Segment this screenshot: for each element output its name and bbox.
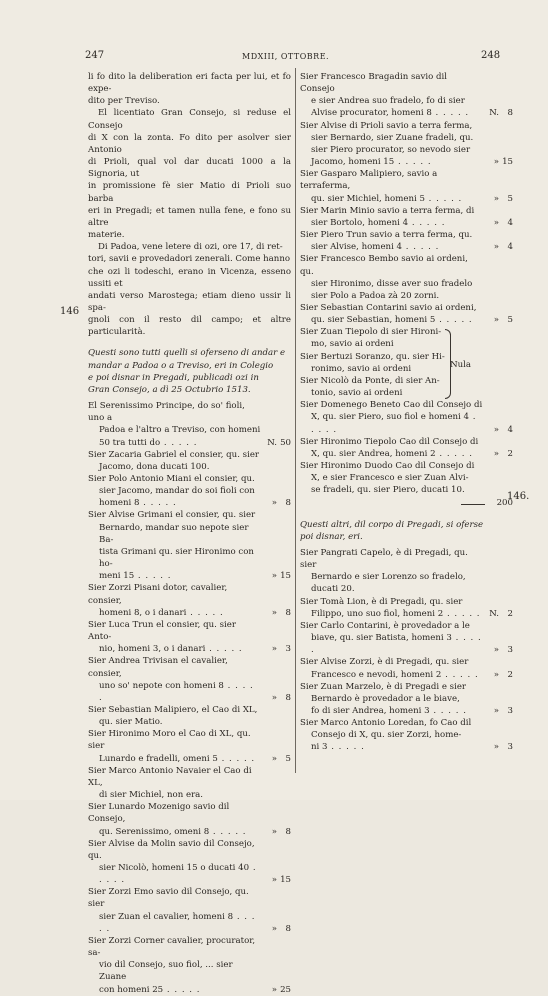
section-title-pregadi [300, 519, 513, 543]
entry-text: Sier Alvise Grimani el consier, qu. sier [88, 510, 256, 521]
list-item [88, 473, 291, 509]
section-title-line: mandar a Padoa o a Treviso, eri in Colegio [88, 360, 274, 371]
nula-group [300, 326, 513, 399]
men-count: 2 [507, 669, 513, 680]
entry-text: di sier Michiel, non era. [99, 790, 204, 801]
entry-text: meni 15 . . . . . [99, 571, 172, 582]
ditto-mark: » [271, 753, 277, 764]
text-line: dito per Treviso. [88, 96, 160, 107]
list-item [300, 681, 513, 717]
leader-dots: . . . . . [134, 571, 172, 582]
list-item [300, 302, 513, 326]
leader-dots: . . . . . [327, 742, 365, 753]
paragraph-padoa [88, 241, 291, 338]
entry-text: Sier Alvise Zorzi, è di Pregadi, qu. sier [300, 657, 469, 668]
leader-dots: . . . . . [443, 608, 481, 619]
entry-text: Jacomo, dona ducati 100. [99, 461, 210, 472]
men-count: 50 [280, 437, 291, 448]
entry-text: Sier Marco Antonio Navaier el Cao di XL, [88, 765, 252, 788]
entry-text: con homeni 25 . . . . . [99, 984, 201, 995]
entry-text: Sier Pangrati Capelo, è di Pregadi, qu. sier [300, 547, 468, 571]
intro-paragraph [88, 71, 291, 107]
entry-text: homeni 8 . . . . . [99, 498, 177, 509]
men-count: 5 [507, 193, 513, 204]
section-title-line: poi disnar, eri. [300, 531, 363, 542]
entry-text: Sier Alvise di Prioli savio a terra ferma, [300, 120, 473, 131]
entry-text: sier Nicolò, homeni 15 o ducati 40 . . . . . [99, 863, 257, 886]
entry-text: Sier Domenego Beneto Cao dil Consejo di [300, 400, 483, 411]
men-count: 4 [507, 242, 513, 253]
ditto-mark: » [493, 242, 499, 253]
entry-text: sier Alvise, homeni 4 . . . . . [311, 242, 440, 253]
list-item [88, 728, 291, 764]
entry-text: 50 tra tutti do . . . . . [99, 437, 198, 448]
ditto-mark: » [271, 571, 277, 582]
entry-text: Sier Andrea Trivisan el cavalier, consier, [88, 656, 228, 679]
entry-text: Sier Hironimo Tiepolo Cao dil Consejo di [300, 436, 479, 447]
total-row [300, 497, 513, 509]
text-line: El licentiato Gran Consejo, si reduse el Consejo [88, 108, 291, 131]
entry-text: X, qu. sier Andrea, homeni 2 . . . . . [311, 448, 473, 459]
text-line: di X con la zonta. Fo dito per asolver sier Antonio [88, 132, 291, 155]
entry-text: Sier Sebastian Contarini savio ai ordeni, [300, 302, 477, 313]
text-line: gnoli con il resto dil campo; et altre particularità. [88, 315, 291, 338]
entry-text: X, qu. sier Piero, suo fiol e homeni 4 . . . . . [311, 412, 477, 435]
entry-text: sier Jacomo, mandar do soi fioli con [99, 486, 255, 497]
running-header: MDXIII, OTTOBRE. [242, 52, 330, 61]
page-number-right: 248 [481, 50, 501, 61]
entry-text: e sier Andrea suo fradelo, fo di sier [311, 96, 465, 107]
entry-text: Sier Nicolò da Ponte, di sier An- [300, 375, 440, 386]
entry-text: ducati 20. [311, 584, 355, 595]
ditto-mark: » [271, 644, 277, 655]
men-count: 15 [280, 875, 291, 886]
leader-dots: . . . . . [139, 498, 177, 509]
list-item [300, 656, 513, 680]
entry-text: Sier Hironimo Duodo Cao dil Consejo di [300, 461, 475, 471]
entry-text: Sier Marin Minio savio a terra ferma, di [300, 205, 475, 216]
section-title-line: e poi disnar in Pregadi, publicadi ozi in [88, 372, 259, 383]
entry-text: uno so' nepote con homeni 8 . . . . . [99, 680, 254, 703]
entry-text: Sier Zorzi Corner cavalier, procurator, sa- [88, 935, 256, 959]
text-line: in promissione fè sier Matio di Prioli suo barba [88, 181, 291, 204]
entry-text: qu. sier Michiel, homeni 5 . . . . . [311, 193, 463, 204]
list-item [300, 326, 513, 350]
entry-text: Sier Alvise da Molin savio dil Consejo, qu. [88, 838, 255, 861]
entry-text: fo di sier Andrea, homeni 3 . . . . . [311, 705, 467, 716]
left-column [88, 71, 291, 996]
ditto-mark: » [271, 498, 277, 509]
list-item [300, 547, 513, 596]
entry-text: vio dil Consejo, suo fiol, ... sier Zuane [99, 960, 233, 983]
men-count: 5 [285, 753, 291, 764]
ditto-mark: » [493, 742, 499, 753]
men-count: 8 [507, 108, 513, 119]
men-count: 3 [507, 705, 513, 716]
men-count: 15 [280, 571, 291, 582]
ditto-mark: » [493, 645, 499, 656]
entry-text: Lunardo e fradelli, omeni 5 . . . . . [99, 753, 256, 764]
list-item [88, 838, 291, 887]
ditto-mark: » [493, 217, 499, 228]
list-item [300, 205, 513, 229]
entry-text: qu. Serenissimo, omeni 8 . . . . . [99, 826, 247, 837]
leader-dots: . . . . . [435, 448, 473, 459]
text-line: di Prioli, qual vol dar ducati 1000 a la Signoria, ut [88, 157, 291, 180]
men-count: 3 [507, 742, 513, 753]
men-count: 8 [285, 607, 291, 618]
leader-dots: . . . . . [99, 911, 256, 934]
entry-text: sier Piero procurator, so nevodo sier [311, 144, 471, 155]
offer-list-continued [300, 71, 513, 326]
men-count: 25 [280, 984, 291, 995]
entry-text: Sier Zacaria Gabriel el consier, qu. sier [88, 449, 260, 460]
text-line: materie. [88, 230, 125, 241]
leader-dots: . . . . . [209, 826, 247, 837]
entry-text: sier Polo a Padoa zà 20 zorni. [311, 290, 440, 301]
offer-list [88, 400, 291, 996]
ditto-mark: » [271, 984, 277, 995]
page-number-left: 247 [85, 50, 105, 61]
entry-text: se fradeli, qu. sier Piero, ducati 10. [311, 485, 465, 496]
list-item [300, 120, 513, 169]
leader-dots: . . . . . [311, 633, 482, 656]
entry-text: Alvise procurator, homeni 8 . . . . . [311, 108, 470, 119]
men-count: 3 [507, 645, 513, 656]
entry-text: Sier Luca Trun el consier, qu. sier Anto- [88, 619, 236, 643]
entry-text: ni 3 . . . . . [311, 742, 365, 753]
men-count: 4 [507, 217, 513, 228]
entry-text: Padoa e l'altro a Treviso, con homeni [99, 425, 261, 436]
section-title-line: Gran Consejo, a dì 25 Octubrio 1513. [88, 384, 251, 395]
ditto-mark: » [493, 448, 499, 459]
entry-text: tista Grimani qu. sier Hironimo con ho- [99, 546, 254, 570]
men-count: 2 [507, 608, 513, 619]
entry-text: Sier Bertuzi Soranzo, qu. sier Hi- [300, 351, 445, 362]
entry-text: mo, savio ai ordeni [311, 339, 394, 350]
list-item [88, 886, 291, 935]
paragraph-consejo [88, 107, 291, 241]
ditto-mark: » [271, 875, 277, 886]
men-count: 5 [507, 315, 513, 326]
column-divider [295, 68, 296, 773]
text-line: andati verso Marostega; etiam dieno ussir li spa- [88, 290, 291, 313]
entry-text: Filippo, uno suo fiol, homeni 2 . . . . . [311, 608, 481, 619]
list-item [88, 655, 291, 704]
list-item [300, 460, 513, 496]
list-item [88, 704, 291, 728]
leader-dots: . . . . . [217, 753, 256, 764]
leader-dots: . . . . . [160, 437, 198, 448]
ditto-mark: » [493, 705, 499, 716]
ditto-mark: N. [267, 437, 277, 448]
list-item [300, 436, 513, 460]
margin-number-right: 146. [507, 491, 530, 502]
men-count: 8 [285, 826, 291, 837]
men-count: 3 [285, 644, 291, 655]
list-item [88, 765, 291, 801]
entry-text: Bernardo è provedador a le biave, [311, 693, 460, 704]
leader-dots: . . . . . [402, 242, 440, 253]
entry-text: Bernardo, mandar suo nepote sier Ba- [99, 522, 249, 545]
text-line: Di Padoa, vene letere di ozi, ore 17, di ret- [98, 242, 283, 253]
entry-text: Sier Piero Trun savio a terra ferma, qu. [300, 230, 473, 241]
entry-text: Sier Lunardo Mozenigo savio dil Consejo, [88, 802, 230, 825]
entry-text: homeni 8, o i danari . . . . . [99, 607, 224, 618]
list-item [300, 717, 513, 753]
leader-dots: . . . . . [435, 315, 473, 326]
list-item [300, 71, 513, 120]
text-line: li fo dito la deliberation eri facta per lui, et fo expe- [88, 72, 291, 95]
men-count: 8 [285, 498, 291, 509]
list-item [300, 596, 513, 620]
entry-text: Sier Gasparo Malipiero, savio a terraferma, [300, 169, 438, 192]
leader-dots: . . . . . [408, 217, 446, 228]
entry-text: biave, qu. sier Batista, homeni 3 . . . . . [311, 633, 482, 656]
leader-dots: . . . . . [431, 108, 470, 119]
entry-text: Sier Marco Antonio Loredan, fo Cao dil [300, 718, 472, 729]
ditto-mark: » [493, 315, 499, 326]
leader-dots: . . . . . [99, 863, 257, 886]
text-line: tori, savii e provedadori zenerali. Come hanno [88, 254, 291, 265]
entry-text: Sier Zuan Marzelo, è di Pregadi e sier [300, 681, 467, 692]
section-title-line: Questi altri, dil corpo di Pregadi, si oferse [300, 519, 484, 530]
nula-label: Nula [450, 360, 471, 371]
entry-text: El Serenissimo Principe, do so' fioli, uno a [88, 401, 245, 424]
entry-text: Sier Carlo Contarini, è provedador a le [300, 620, 470, 631]
entry-text: Sier Francesco Bragadin savio dil Consejo [300, 72, 448, 95]
list-item [300, 351, 513, 375]
men-count: 8 [285, 923, 291, 934]
margin-number-left: 146 [60, 306, 80, 317]
list-item [300, 620, 513, 656]
men-count: 2 [507, 448, 513, 459]
leader-dots: . . . . . [441, 669, 479, 680]
entry-text: sier Bortolo, homeni 4 . . . . . [311, 217, 446, 228]
entry-text: ronimo, savio ai ordeni [311, 363, 412, 374]
text-line: eri in Pregadi; et tamen nulla fene, e fono su altre [88, 205, 291, 228]
leader-dots: . . . . . [99, 680, 254, 703]
entry-text: Sier Zuan Tiepolo di sier Hironi- [300, 327, 442, 338]
list-item [300, 399, 513, 435]
entry-text: tonio, savio ai ordeni [311, 388, 403, 399]
list-item [300, 168, 513, 204]
list-item [88, 801, 291, 837]
list-item [88, 935, 291, 996]
text-line: che ozi li todeschi, erano in Vicenza, esseno ussiti et [88, 266, 291, 289]
leader-dots: . . . . . [424, 193, 463, 204]
total-rule [461, 504, 485, 509]
ditto-mark: » [271, 923, 277, 934]
entry-text: sier Hironimo, disse aver suo fradelo [311, 278, 473, 289]
list-item [88, 449, 291, 473]
list-item [88, 509, 291, 582]
entry-text: Sier Polo Antonio Miani el consier, qu. [88, 474, 255, 484]
list-item [300, 375, 513, 399]
leader-dots: . . . . . [429, 705, 467, 716]
ditto-mark: » [493, 424, 499, 435]
ditto-mark: » [493, 157, 499, 168]
leader-dots: . . . . . [186, 607, 224, 618]
ditto-mark: N. [489, 608, 499, 619]
offer-list-consejo-x [300, 399, 513, 496]
offer-list-pregadi [300, 547, 513, 754]
entry-text: Jacomo, homeni 15 . . . . . [311, 157, 432, 168]
ditto-mark: » [271, 692, 277, 703]
entry-text: Sier Sebastian Malipiero, el Cao di XL, [88, 704, 258, 715]
section-title-line: Questi sono tutti quelli si oferseno di andar e [88, 348, 286, 359]
list-item [300, 229, 513, 253]
entry-text: Sier Tomà Lion, è di Pregadi, qu. sier [300, 596, 463, 607]
leader-dots: . . . . . [394, 157, 432, 168]
entry-text: nio, homeni 3, o i danari . . . . . [99, 644, 243, 655]
entry-text: qu. sier Sebastian, homeni 5 . . . . . [311, 315, 473, 326]
men-count: 4 [507, 424, 513, 435]
entry-text: Sier Hironimo Moro el Cao di XL, qu. sier [88, 729, 251, 752]
list-item [88, 400, 291, 449]
ditto-mark: » [493, 669, 499, 680]
list-item [300, 253, 513, 302]
list-item [88, 619, 291, 655]
leader-dots: . . . . . [163, 984, 201, 995]
section-title [88, 347, 291, 396]
entry-text: Sier Zorzi Pisani dotor, cavalier, consier, [88, 583, 228, 606]
entry-text: Bernardo e sier Lorenzo so fradelo, [311, 572, 466, 583]
ditto-mark: » [271, 826, 277, 837]
list-item [88, 582, 291, 618]
entry-text: Francesco e nevodi, homeni 2 . . . . . [311, 669, 479, 680]
entry-text: sier Bernardo, sier Zuane fradeli, qu. [311, 132, 474, 143]
entry-text: qu. sier Matio. [99, 717, 163, 728]
total-value: 200 [496, 498, 513, 509]
ditto-mark: N. [489, 108, 499, 119]
right-column [300, 71, 513, 754]
entry-text: Sier Zorzi Emo savio dil Consejo, qu. sier [88, 887, 249, 910]
leader-dots: . . . . . [205, 644, 243, 655]
entry-text: X, e sier Francesco e sier Zuan Alvi- [311, 473, 469, 484]
leader-dots: . . . . . [311, 412, 477, 435]
men-count: 15 [502, 157, 513, 168]
entry-text: sier Zuan el cavalier, homeni 8 . . . . . [99, 911, 256, 934]
entry-text: Consejo di X, qu. sier Zorzi, home- [311, 730, 462, 741]
men-count: 8 [285, 692, 291, 703]
ditto-mark: » [271, 607, 277, 618]
entry-text: Sier Francesco Bembo savio ai ordeni, qu. [300, 254, 468, 277]
ditto-mark: » [493, 193, 499, 204]
